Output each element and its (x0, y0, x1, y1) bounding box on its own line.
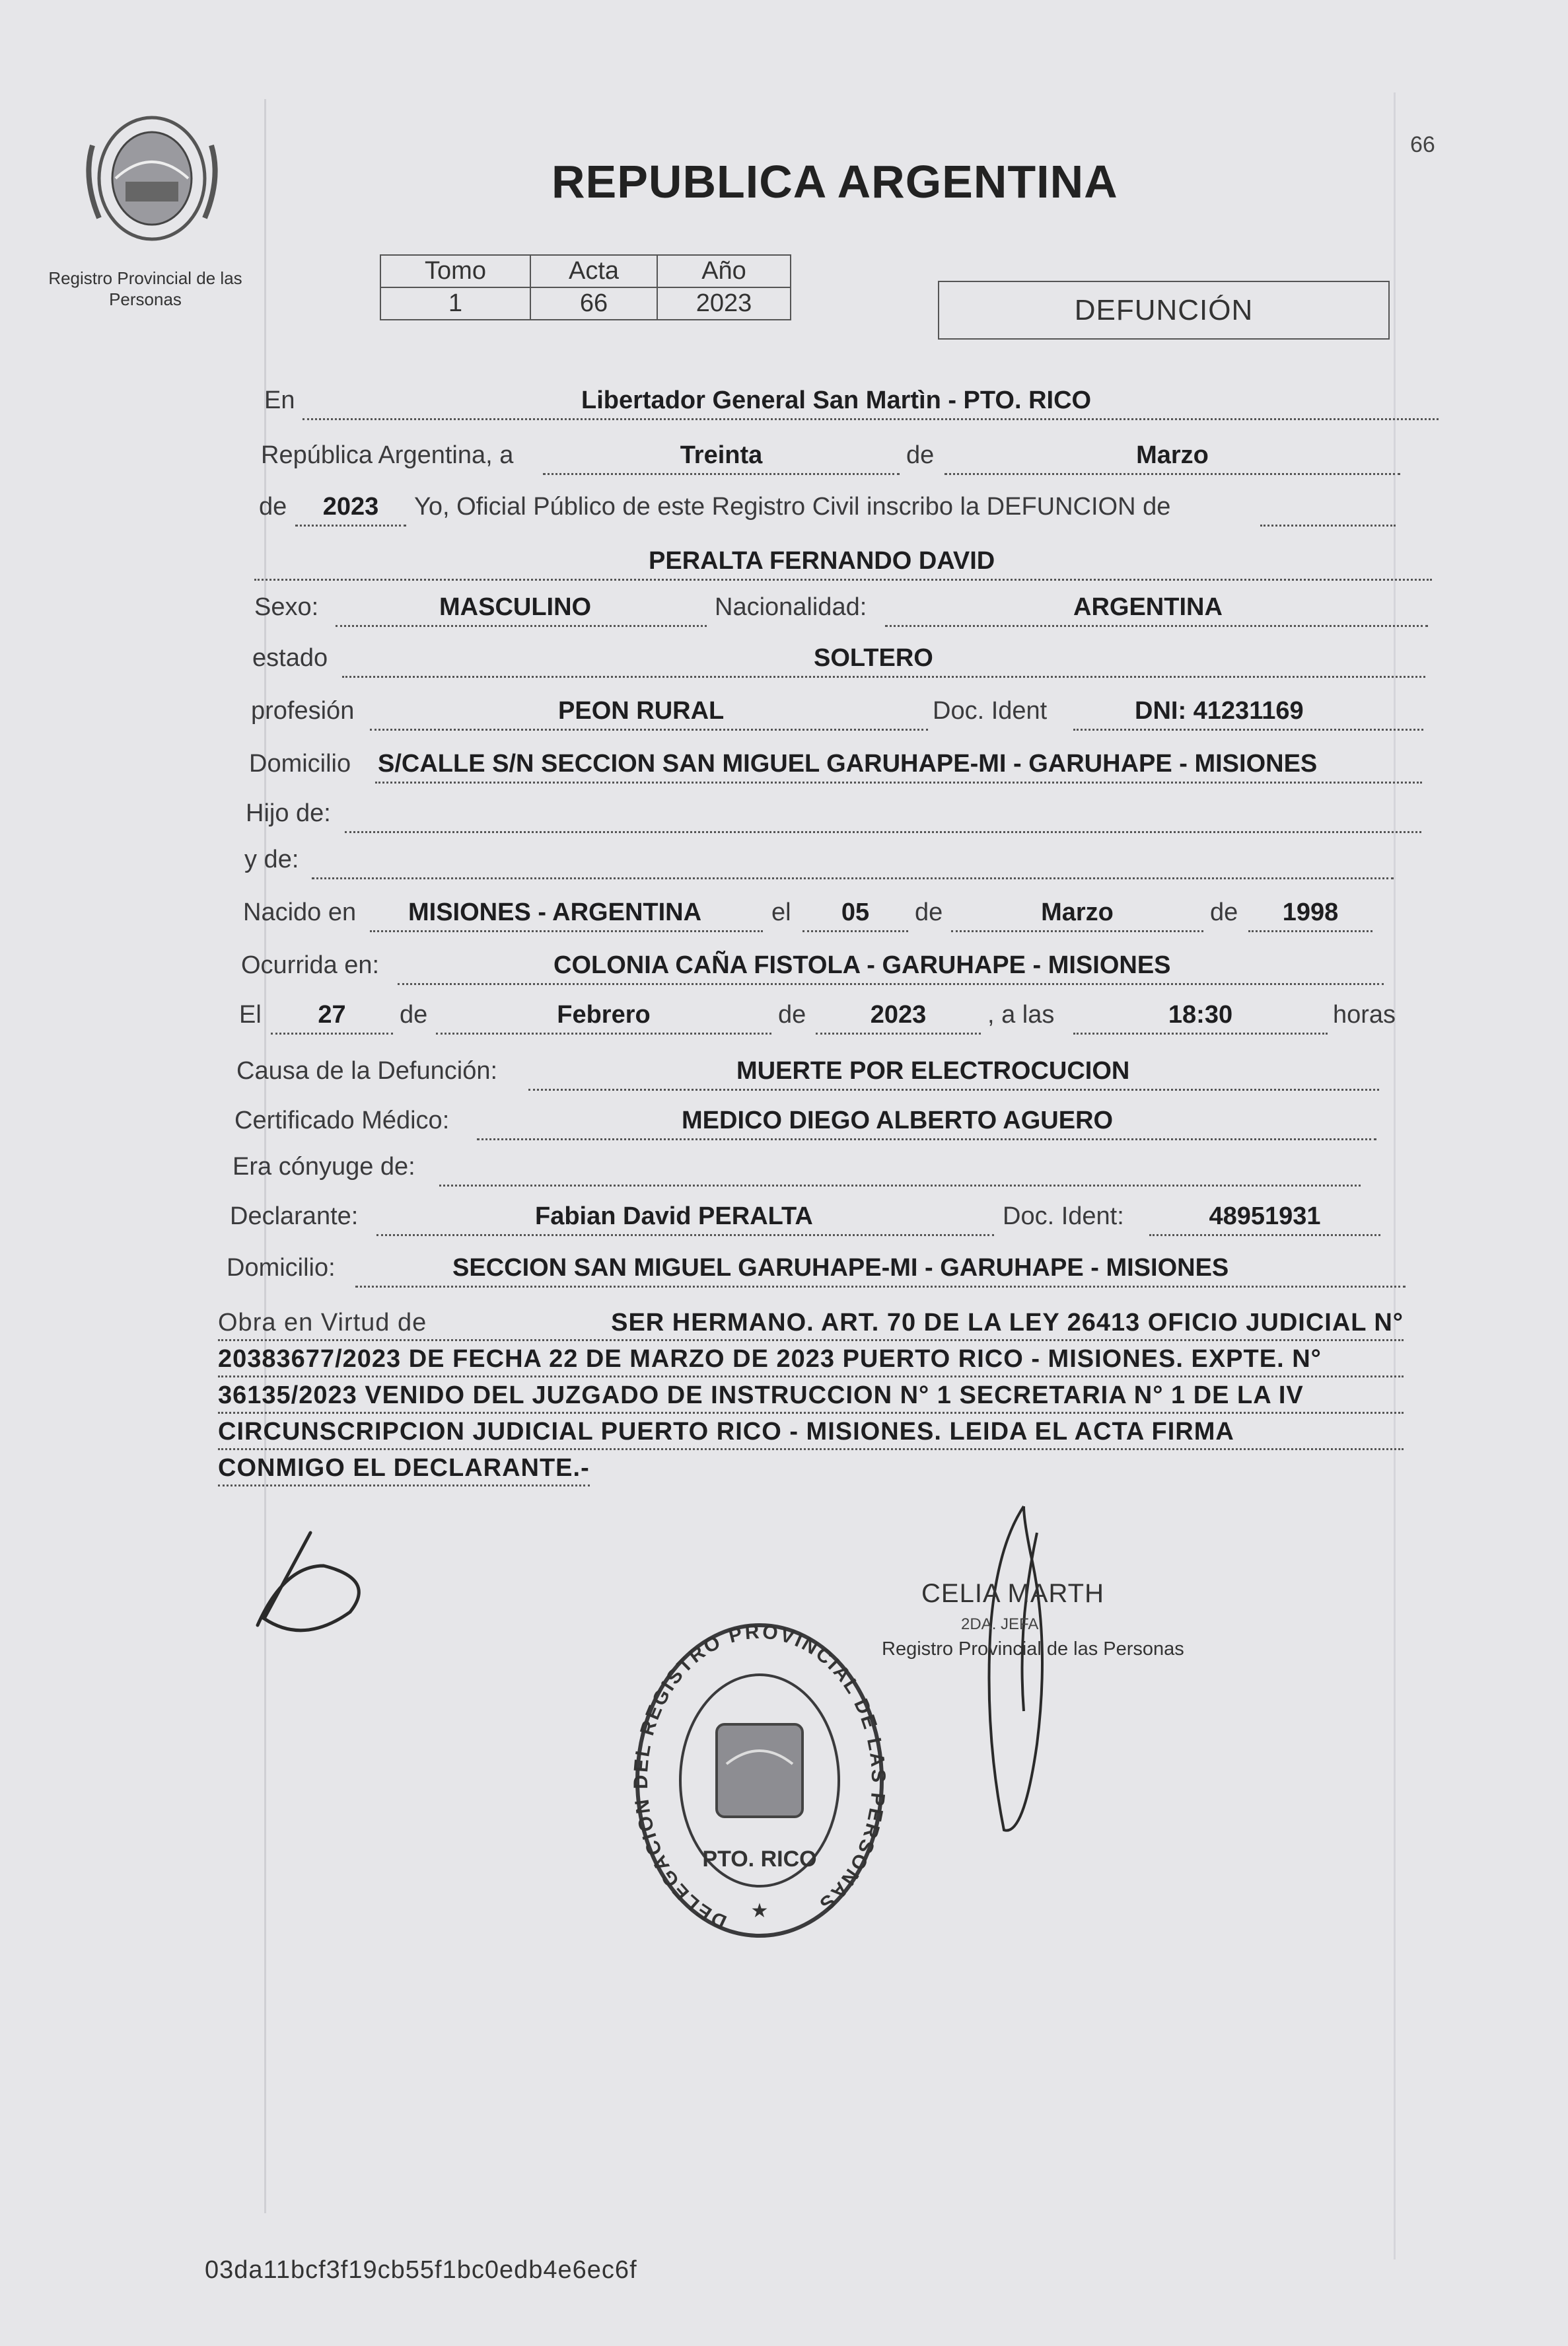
value-death-place: COLONIA CAÑA FISTOLA - GARUHAPE - MISIONES (553, 951, 1171, 979)
label-estado: estado (252, 644, 328, 672)
registry-name: Registro Provincial de las Personas (48, 268, 242, 309)
label-horas: horas (1333, 1001, 1396, 1029)
value-civil-status: SOLTERO (814, 644, 933, 672)
label-nacionalidad: Nacionalidad: (715, 593, 867, 621)
value-acta: 66 (530, 287, 657, 320)
value-name: PERALTA FERNANDO DAVID (649, 547, 995, 575)
label-de-death-year: de (778, 1001, 806, 1029)
delegation-stamp-icon (627, 1612, 892, 1956)
obra-line-2 (218, 1341, 1404, 1377)
obra-line-3 (218, 1377, 1404, 1414)
official-role: 2DA. JEFA (961, 1615, 1039, 1633)
label-certificado: Certificado Médico: (234, 1107, 450, 1134)
label-de: de (906, 441, 935, 469)
label-a-las: , a las (987, 1001, 1055, 1029)
value-address: S/CALLE S/N SECCION SAN MIGUEL GARUHAPE-MI - GARUHAPE - MISIONES (378, 750, 1318, 778)
label-de-death-month: de (400, 1001, 428, 1029)
value-place: Libertador General San Martìn - PTO. RICO (581, 386, 1092, 414)
value-birth-month: Marzo (1041, 898, 1114, 926)
value-profession: PEON RURAL (558, 697, 725, 725)
value-declarant-doc: 48951931 (1209, 1202, 1321, 1230)
value-death-time: 18:30 (1168, 1001, 1233, 1029)
value-death-month: Febrero (557, 1001, 651, 1029)
obra-text-5: CONMIGO EL DECLARANTE.- (218, 1454, 590, 1482)
value-birth-year: 1998 (1282, 898, 1339, 926)
stamp-ring-text: DELEGACION DEL REGISTRO PROVINCIAL DE LAS PERSONAS (630, 1621, 890, 1933)
label-declarante: Declarante: (230, 1202, 359, 1230)
official-name: CELIA MARTH (921, 1579, 1104, 1608)
stamp-inner-text: PTO. RICO (702, 1847, 817, 1872)
obra-line-4 (218, 1414, 1404, 1450)
obra-paragraph (218, 1305, 1404, 1486)
label-domicilio-declarant: Domicilio: (227, 1254, 336, 1282)
label-y-de: y de: (244, 846, 299, 873)
obra-text-1: SER HERMANO. ART. 70 DE LA LEY 26413 OFICIO JUDICIAL N° (611, 1309, 1404, 1337)
value-month: Marzo (1136, 441, 1209, 469)
value-death-year: 2023 (870, 1001, 927, 1029)
obra-line-5 (218, 1450, 590, 1486)
declarant-signature-icon (251, 1520, 370, 1645)
label-hijo-de: Hijo de: (246, 799, 331, 827)
header-tomo: Tomo (380, 255, 530, 287)
value-nationality: ARGENTINA (1073, 593, 1223, 621)
label-en: En (264, 386, 295, 414)
label-doc-ident-declarant: Doc. Ident: (1003, 1202, 1124, 1230)
value-cause: MUERTE POR ELECTROCUCION (736, 1057, 1130, 1085)
label-de-birth-month: de (915, 898, 943, 926)
value-declarant: Fabian David PERALTA (535, 1202, 813, 1230)
svg-text:★: ★ (750, 1899, 769, 1923)
label-de-birth-year: de (1210, 898, 1238, 926)
value-year: 2023 (322, 493, 379, 521)
value-certificate: MEDICO DIEGO ALBERTO AGUERO (682, 1107, 1114, 1134)
value-tomo: 1 (380, 287, 530, 320)
page-title: REPUBLICA ARGENTINA (552, 156, 1118, 207)
value-ano: 2023 (657, 287, 791, 320)
label-obra: Obra en Virtud de (218, 1309, 427, 1337)
label-ocurrida-en: Ocurrida en: (241, 951, 380, 979)
document-hash: 03da11bcf3f19cb55f1bc0edb4e6ec6f (205, 2256, 637, 2284)
label-sexo: Sexo: (254, 593, 319, 621)
label-causa: Causa de la Defunción: (236, 1057, 498, 1085)
obra-text-4: CIRCUNSCRIPCION JUDICIAL PUERTO RICO - MISIONES. LEIDA EL ACTA FIRMA (218, 1418, 1234, 1446)
label-de-year: de (259, 493, 287, 521)
value-declarant-address: SECCION SAN MIGUEL GARUHAPE-MI - GARUHAPE - MISIONES (452, 1254, 1229, 1282)
obra-text-2: 20383677/2023 DE FECHA 22 DE MARZO DE 2023 PUERTO RICO - MISIONES. EXPTE. N° (218, 1345, 1322, 1373)
label-republica: República Argentina, a (261, 441, 514, 469)
value-birth-day: 05 (841, 898, 870, 926)
header-acta: Acta (530, 255, 657, 287)
value-death-day: 27 (318, 1001, 346, 1029)
official-signature-icon (925, 1493, 1083, 1850)
label-yo: Yo, Oficial Público de este Registro Civil inscribo la DEFUNCION de (414, 493, 1171, 521)
provincial-seal-icon (79, 106, 225, 251)
header-ano: Año (657, 255, 791, 287)
value-birth-place: MISIONES - ARGENTINA (408, 898, 702, 926)
value-sex: MASCULINO (439, 593, 592, 621)
label-conyuge: Era cónyuge de: (232, 1153, 415, 1181)
obra-line-1 (218, 1305, 1404, 1341)
label-doc-ident: Doc. Ident (933, 697, 1048, 725)
label-el: el (771, 898, 791, 926)
page-number: 66 (1410, 132, 1435, 157)
label-profesion: profesión (251, 697, 355, 725)
label-el-cap: El (239, 1001, 262, 1029)
label-domicilio: Domicilio (249, 750, 351, 778)
official-organization: Registro Provincial de las Personas (882, 1638, 1184, 1660)
record-table (380, 254, 791, 320)
record-type-box: DEFUNCIÓN (938, 281, 1390, 340)
value-day: Treinta (680, 441, 763, 469)
label-nacido-en: Nacido en (243, 898, 357, 926)
obra-text-3: 36135/2023 VENIDO DEL JUZGADO DE INSTRUCCION N° 1 SECRETARIA N° 1 DE LA IV (218, 1381, 1304, 1409)
value-doc: DNI: 41231169 (1135, 697, 1304, 725)
